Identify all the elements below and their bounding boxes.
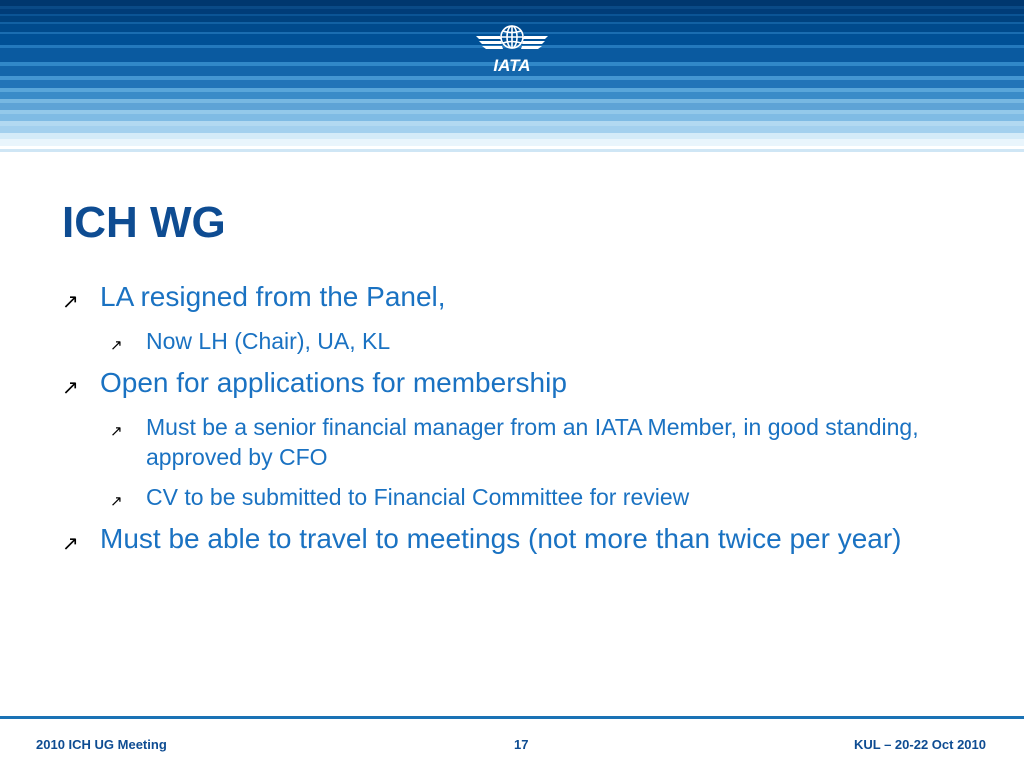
arrow-up-right-icon: ↗ — [62, 289, 79, 313]
bullet-item — [60, 280, 960, 314]
footer-location-date: KUL – 20-22 Oct 2010 — [854, 737, 986, 752]
iata-globe-icon — [501, 26, 523, 48]
bullet-text: Must be able to travel to meetings (not more than twice per year) — [100, 523, 902, 554]
iata-logo — [474, 20, 550, 74]
arrow-up-right-icon: ↗ — [62, 375, 79, 399]
sub-bullet-item — [60, 326, 960, 356]
bullet-text: CV to be submitted to Financial Committee for review — [146, 484, 690, 510]
bullet-text: Must be a senior financial manager from an IATA Member, in good standing, approved by CFO — [146, 414, 919, 470]
iata-logo-text: IATA — [493, 56, 531, 74]
footer-meeting-name: 2010 ICH UG Meeting — [36, 737, 167, 752]
header-band — [0, 0, 1024, 152]
bullet-item — [60, 522, 960, 556]
footer-page-number: 17 — [514, 737, 529, 752]
bullet-text: LA resigned from the Panel, — [100, 281, 446, 312]
bullet-text: Now LH (Chair), UA, KL — [146, 328, 391, 354]
arrow-up-right-icon: ↗ — [110, 336, 123, 354]
arrow-up-right-icon: ↗ — [62, 531, 79, 555]
sub-bullet-item — [60, 482, 960, 512]
slide-title: ICH WG — [62, 198, 226, 247]
bullet-item — [60, 366, 960, 400]
footer-divider — [0, 716, 1024, 719]
sub-bullet-item — [60, 412, 960, 472]
bullet-text: Open for applications for membership — [100, 367, 567, 398]
arrow-up-right-icon: ↗ — [110, 492, 123, 510]
bullet-list — [60, 280, 960, 568]
arrow-up-right-icon: ↗ — [110, 422, 123, 440]
